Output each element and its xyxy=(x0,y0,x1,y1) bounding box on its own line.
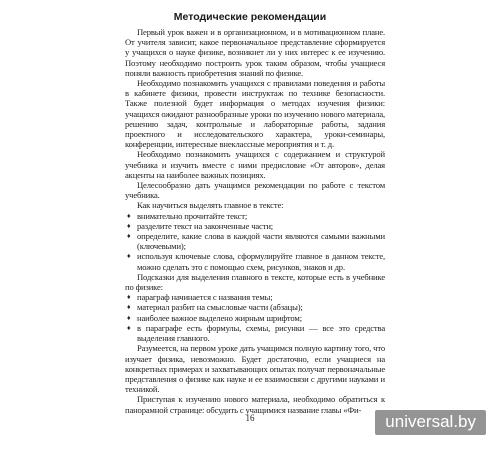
body-text xyxy=(125,27,385,415)
list-item-text: определите, какие слова в каждой части являются самыми важными (ключевыми); xyxy=(137,231,385,252)
list-item-text: наиболее важное выделено жирным шрифтом; xyxy=(137,312,302,323)
list-item xyxy=(125,211,385,221)
paragraph: Необходимо познакомить учащихся с содержанием и структурой учебника и изучить вместе с ними предисловие «От авторов», делая акценты на наиболее важных позициях. xyxy=(125,149,385,180)
list-item-text: внимательно прочитайте текст; xyxy=(137,210,248,221)
diamond-bullet-icon: ♦ xyxy=(127,293,131,302)
diamond-bullet-icon: ♦ xyxy=(127,232,131,241)
list-item xyxy=(125,302,385,312)
paragraph: Разумеется, на первом уроке дать учащимся полную картину того, что изучает физика, невозможно. Будет достаточно, если учащиеся на конкретных примерах и захватывающих опытах получат первоначальные представления о физике как науке и ее взаимосвязи с другими науками и техникой. xyxy=(125,343,385,395)
diamond-bullet-icon: ♦ xyxy=(127,221,131,230)
paragraph: Целесообразно дать учащимся рекомендации по работе с текстом учебника. xyxy=(125,180,385,201)
bullet-list xyxy=(125,211,385,272)
diamond-bullet-icon: ♦ xyxy=(127,303,131,312)
list-item-text: используя ключевые слова, сформулируйте главное в данном тексте, можно сделать это с помощью схем, рисунков, знаков и др. xyxy=(137,251,385,272)
diamond-bullet-icon: ♦ xyxy=(127,323,131,332)
site-watermark: universal.by xyxy=(375,410,486,435)
section-title: Методические рекомендации xyxy=(173,11,327,23)
list-item xyxy=(125,323,385,343)
list-item-text: параграф начинается с названия темы; xyxy=(137,292,273,303)
diamond-bullet-icon: ♦ xyxy=(127,313,131,322)
list-item xyxy=(125,251,385,271)
list-item xyxy=(125,231,385,251)
list-item-text: в параграфе есть формулы, схемы, рисунки — все это средства выделения главного. xyxy=(137,322,385,344)
page-number: 16 xyxy=(245,413,255,423)
bullet-list xyxy=(125,292,385,343)
list-item-text: материал разбит на смысловые части (абзацы); xyxy=(137,302,303,313)
list-item xyxy=(125,221,385,231)
paragraph: Как научиться выделять главное в тексте: xyxy=(137,200,284,211)
list-item xyxy=(125,313,385,323)
paragraph: Первый урок важен и в организационном, и в мотивационном плане. От учителя зависит, какое первоначальное представление сформируется у учащихся о науке физике, возникнет ли у них интерес к ее изучению. Поэтому необходимо построить урок таким образом, чтобы учащиеся поняли важность приобретения знаний по физике. xyxy=(125,27,385,78)
diamond-bullet-icon: ♦ xyxy=(127,252,131,261)
diamond-bullet-icon: ♦ xyxy=(127,211,131,220)
list-item-text: разделите текст на законченные части; xyxy=(137,220,274,231)
paragraph: Приступая к изучению нового материала, необходимо обратиться к панорамной странице: обсудить с учащимися название главы «Фи- xyxy=(125,394,385,415)
paragraph: Необходимо познакомить учащихся с правилами поведения и работы в кабинете физики, провести инструктаж по технике безопасности. Также полезной будет информация о методах изучения физики: учащихся ожидают разнообразные уроки по изучению нового материала, решению задач, контрольные и лабораторные работы, задания проектного и исследовательского характера, уроки-семинары, конференции, интересные внеклассные мероприятия и т. д. xyxy=(125,78,385,150)
list-item xyxy=(125,292,385,302)
paragraph: Подсказки для выделения главного в тексте, которые есть в учебнике по физике: xyxy=(125,271,385,293)
